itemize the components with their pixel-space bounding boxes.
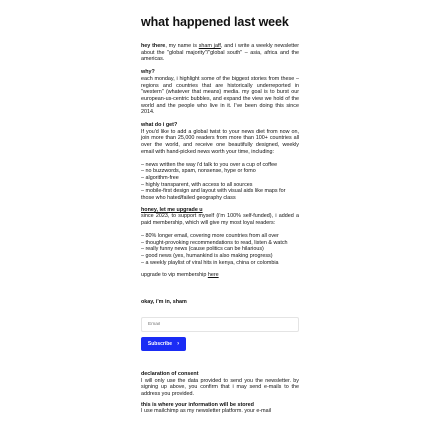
list-item: – highly transparent, with access to all sources [141,181,253,188]
page-column [141,14,299,415]
list-item: – algorithm-free [141,174,179,181]
membership-list [141,233,299,267]
list-item: – news written the way i'd talk to you over a cup of coffee [141,161,278,168]
vip-line: upgrade to vip membership here [141,272,219,279]
upgrade-text: since 2023, to support myself (i'm 100% self-funded), i added a paid membership, which will give my most loyal readers: [141,213,299,227]
list-item: – 80% longer email, covering more countries from all over [141,232,279,239]
intro-part1: , my name is [165,43,199,49]
storage-text: I use mailchimp as my newsletter platform. your e-mail [141,408,272,415]
consent-text: I will only use the data provided to send you the newsletter. by signing up above, you confirm that i may send e-mails to the address you provided. [141,377,299,397]
subscribe-button[interactable]: Subscribe › [141,337,186,351]
what-text: If you'd like to add a global twist to your news diet from now on, join more than 25,000 readers from more than 100+ countries all over the world, and receive one beautifully designed, weekly email with hand-picked news worth your time, including: [141,128,299,155]
arrow-right-icon: › [177,340,180,347]
email-input[interactable] [141,317,299,332]
list-item: – really funny news (cause politics can be hilarious) [141,246,264,253]
list-item: – thought-provoking recommendations to read, listen & watch [141,239,288,246]
what-heading: what do i get? [141,122,178,129]
list-item: – a weekly playlist of viral hits in kenya, china or colombia [141,259,279,266]
storage-heading: this is where your information will be stored [141,401,254,408]
why-heading: why? [141,69,155,76]
upgrade-heading: honey, let me upgrade u [141,206,203,213]
consent-heading: declaration of consent [141,370,199,377]
intro-text [141,43,299,63]
intro-lead: hey there [141,43,166,49]
signup-label: okay, i'm in, sham [141,299,187,306]
page-title: what happened last week [141,15,289,29]
list-item: – good news (yes, humankind is also making progress) [141,252,273,259]
benefits-list [141,162,299,202]
why-text: each monday, i highlight some of the biggest stories from these – regions and countries that are historically underreported in "western" (whatever that means) media. my goal is to burst our european-us-centric bubbles, and expand the view we hold of the world and the people who live in it. I've been doing this since 2014. [141,75,299,116]
vip-link[interactable]: here [207,272,219,279]
author-link[interactable]: sham jaff [198,43,221,49]
intro-part2: , and i write a weekly newsletter about the "global majority"/"global south" – asia, africa and the americas. [141,43,299,63]
list-item: – no buzzwords, spam, nonsense, hype or fomo [141,168,256,175]
list-item: – mobile-first design and layout with visual aids like maps for those who hated/failed geography class [141,188,286,202]
